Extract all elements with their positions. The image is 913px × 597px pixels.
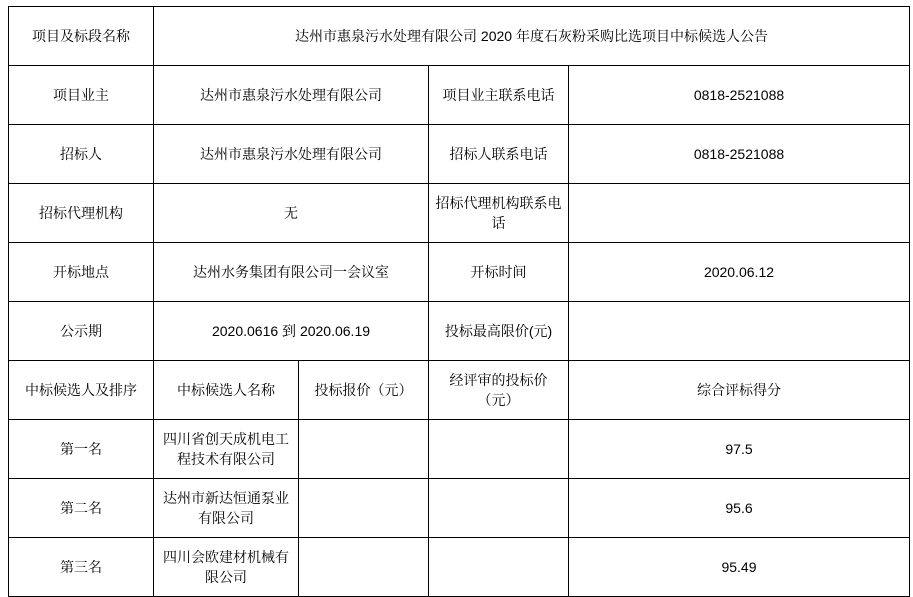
candidate-bid-price xyxy=(299,538,429,597)
open-time-value: 2020.06.12 xyxy=(569,243,910,302)
table-row xyxy=(9,479,910,538)
table-row-title xyxy=(9,7,910,66)
owner-value: 达州市惠泉污水处理有限公司 xyxy=(154,66,429,125)
max-price-label: 投标最高限价(元) xyxy=(429,302,569,361)
candidates-header-row xyxy=(9,361,910,420)
candidates-evaluated-price-header: 经评审的投标价（元） xyxy=(429,361,569,420)
max-price-value xyxy=(569,302,910,361)
tenderer-phone-value: 0818-2521088 xyxy=(569,125,910,184)
candidate-evaluated-price xyxy=(429,538,569,597)
tenderer-phone-label: 招标人联系电话 xyxy=(429,125,569,184)
tenderer-value: 达州市惠泉污水处理有限公司 xyxy=(154,125,429,184)
table-row xyxy=(9,125,910,184)
agency-value: 无 xyxy=(154,184,429,243)
candidates-bid-price-header: 投标报价（元） xyxy=(299,361,429,420)
project-name-label: 项目及标段名称 xyxy=(9,7,154,66)
table-row xyxy=(9,243,910,302)
candidate-rank: 第二名 xyxy=(9,479,154,538)
agency-phone-value xyxy=(569,184,910,243)
table-row xyxy=(9,302,910,361)
candidates-name-header: 中标候选人名称 xyxy=(154,361,299,420)
candidates-rank-header: 中标候选人及排序 xyxy=(9,361,154,420)
candidate-evaluated-price xyxy=(429,479,569,538)
candidate-score: 95.6 xyxy=(569,479,910,538)
open-time-label: 开标时间 xyxy=(429,243,569,302)
notice-period-value: 2020.0616 到 2020.06.19 xyxy=(154,302,429,361)
project-name-value: 达州市惠泉污水处理有限公司 2020 年度石灰粉采购比选项目中标候选人公告 xyxy=(154,7,910,66)
table-row xyxy=(9,420,910,479)
candidate-evaluated-price xyxy=(429,420,569,479)
candidate-score: 97.5 xyxy=(569,420,910,479)
candidates-score-header: 综合评标得分 xyxy=(569,361,910,420)
candidate-name: 达州市新达恒通泵业有限公司 xyxy=(154,479,299,538)
open-place-label: 开标地点 xyxy=(9,243,154,302)
candidate-rank: 第一名 xyxy=(9,420,154,479)
table-row xyxy=(9,184,910,243)
table-row xyxy=(9,538,910,597)
owner-label: 项目业主 xyxy=(9,66,154,125)
owner-phone-value: 0818-2521088 xyxy=(569,66,910,125)
owner-phone-label: 项目业主联系电话 xyxy=(429,66,569,125)
bid-announcement-table xyxy=(8,6,910,597)
tenderer-label: 招标人 xyxy=(9,125,154,184)
table-row xyxy=(9,66,910,125)
candidate-bid-price xyxy=(299,479,429,538)
open-place-value: 达州水务集团有限公司一会议室 xyxy=(154,243,429,302)
agency-phone-label: 招标代理机构联系电话 xyxy=(429,184,569,243)
candidate-bid-price xyxy=(299,420,429,479)
agency-label: 招标代理机构 xyxy=(9,184,154,243)
candidate-name: 四川会欧建材机械有限公司 xyxy=(154,538,299,597)
notice-period-label: 公示期 xyxy=(9,302,154,361)
candidate-score: 95.49 xyxy=(569,538,910,597)
candidate-name: 四川省创天成机电工程技术有限公司 xyxy=(154,420,299,479)
candidate-rank: 第三名 xyxy=(9,538,154,597)
